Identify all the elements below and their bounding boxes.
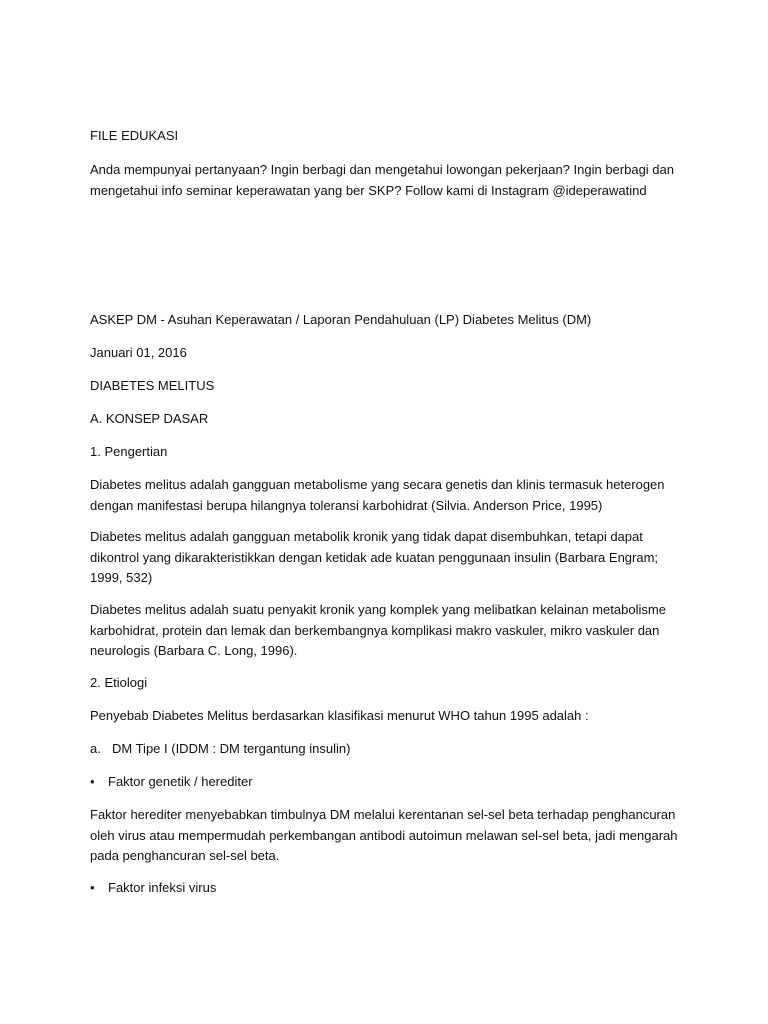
etiologi-intro: Penyebab Diabetes Melitus berdasarkan klasifikasi menurut WHO tahun 1995 adalah : <box>90 708 589 723</box>
bullet-icon: • <box>90 774 95 789</box>
definition-paragraph-1: Diabetes melitus adalah gangguan metabolisme yang secara genetis dan klinis termasuk heterogen dengan manifestasi berupa hilangnya toleransi karbohidrat (Silvia. Anderson Price, 1995) <box>90 477 665 513</box>
main-heading: DIABETES MELITUS <box>90 378 215 393</box>
bullet-text: Faktor genetik / herediter <box>108 774 253 789</box>
herediter-paragraph: Faktor herediter menyebabkan timbulnya DM melalui kerentanan sel-sel beta terhadap penghancuran oleh virus atau mempermudah perkembangan antibodi autoimun melawan sel-sel beta, jadi mengarah pada penghancuran sel-sel beta. <box>90 807 678 863</box>
file-title: FILE EDUKASI <box>90 128 179 143</box>
bullet-icon: • <box>90 880 95 895</box>
bullet-text: Faktor infeksi virus <box>108 880 217 895</box>
definition-paragraph-3: Diabetes melitus adalah suatu penyakit kronik yang komplek yang melibatkan kelainan metabolisme karbohidrat, protein dan lemak dan berkembangnya komplikasi makro vaskuler, mikro vaskuler dan neurologis (Barbara C. Long, 1996). <box>90 602 666 658</box>
list-item-text: DM Tipe I (IDDM : DM tergantung insulin) <box>112 741 351 756</box>
list-marker: a. <box>90 741 101 756</box>
intro-paragraph: Anda mempunyai pertanyaan? Ingin berbagi dan mengetahui lowongan pekerjaan? Ingin berbagi dan mengetahui info seminar keperawatan yang ber SKP? Follow kami di Instagram @ideperawatind <box>90 162 674 198</box>
subheading-pengertian: 1. Pengertian <box>90 444 168 459</box>
article-title: ASKEP DM - Asuhan Keperawatan / Laporan Pendahuluan (LP) Diabetes Melitus (DM) <box>90 312 592 327</box>
definition-paragraph-2: Diabetes melitus adalah gangguan metabolik kronik yang tidak dapat disembuhkan, tetapi dapat dikontrol yang dikarakteristikkan dengan ketidak ade kuatan penggunaan insulin (Barbara Engram; 1999, 532) <box>90 529 659 585</box>
date: Januari 01, 2016 <box>90 345 187 360</box>
section-heading: A. KONSEP DASAR <box>90 411 209 426</box>
bullet-item-genetik <box>90 772 680 793</box>
subheading-etiologi: 2. Etiologi <box>90 675 148 690</box>
list-item-a <box>90 739 680 760</box>
bullet-item-virus <box>90 878 680 899</box>
